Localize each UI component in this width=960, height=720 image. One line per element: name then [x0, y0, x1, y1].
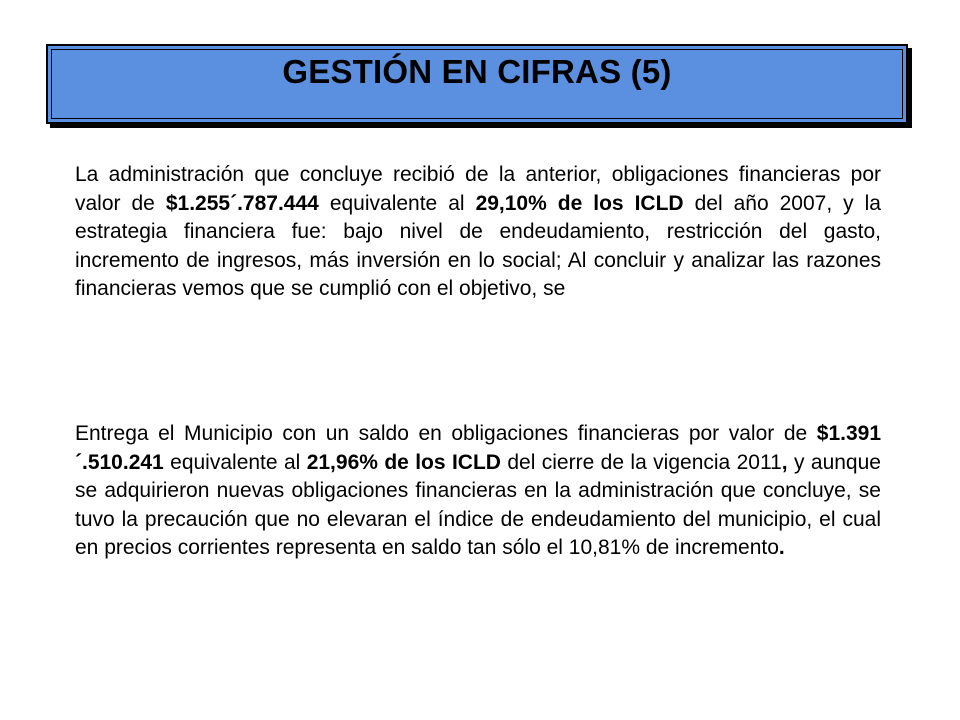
paragraph-current-balance: [75, 420, 881, 563]
paragraph-previous-administration: [75, 161, 881, 304]
paragraph2-text-4: y aunque se adquirieron nuevas obligaciones financieras en la administración que concluye, se tuvo la precaución que no elevaran el índice de endeudamiento del municipio, el cual en precios corrientes representa en saldo tan sólo el 10,81% de incremento: [75, 450, 881, 560]
paragraph1-percent: 29,10% de los ICLD: [475, 191, 684, 215]
paragraph2-period: .: [778, 536, 785, 560]
paragraph2-text-2: equivalente al: [163, 450, 307, 474]
paragraph1-text-1: La administración que concluye recibió de la anterior, obligaciones financieras por valor de: [75, 163, 881, 215]
paragraph2-percent: 21,96% de los ICLD: [306, 450, 501, 474]
paragraph2-amount: $1.391´.510.241: [75, 422, 881, 474]
title-banner: [46, 44, 908, 124]
page-title: GESTIÓN EN CIFRAS (5): [282, 53, 672, 90]
paragraph2-text-3: del cierre de la vigencia 2011: [500, 450, 782, 474]
paragraph1-amount: $1.255´.787.444: [165, 191, 319, 215]
paragraph2-text-1: Entrega el Municipio con un saldo en obligaciones financieras por valor de: [75, 422, 817, 445]
paragraph1-text-2: equivalente al: [318, 191, 476, 215]
paragraph1-text-3: del año 2007, y la estrategia financiera fue: bajo nivel de endeudamiento, restricción del gasto, incremento de ingresos, más inversión en lo social; Al concluir y analizar las razones financieras vemos que se cumplió con el objetivo, se: [75, 191, 881, 301]
paragraph2-comma: ,: [781, 450, 788, 474]
